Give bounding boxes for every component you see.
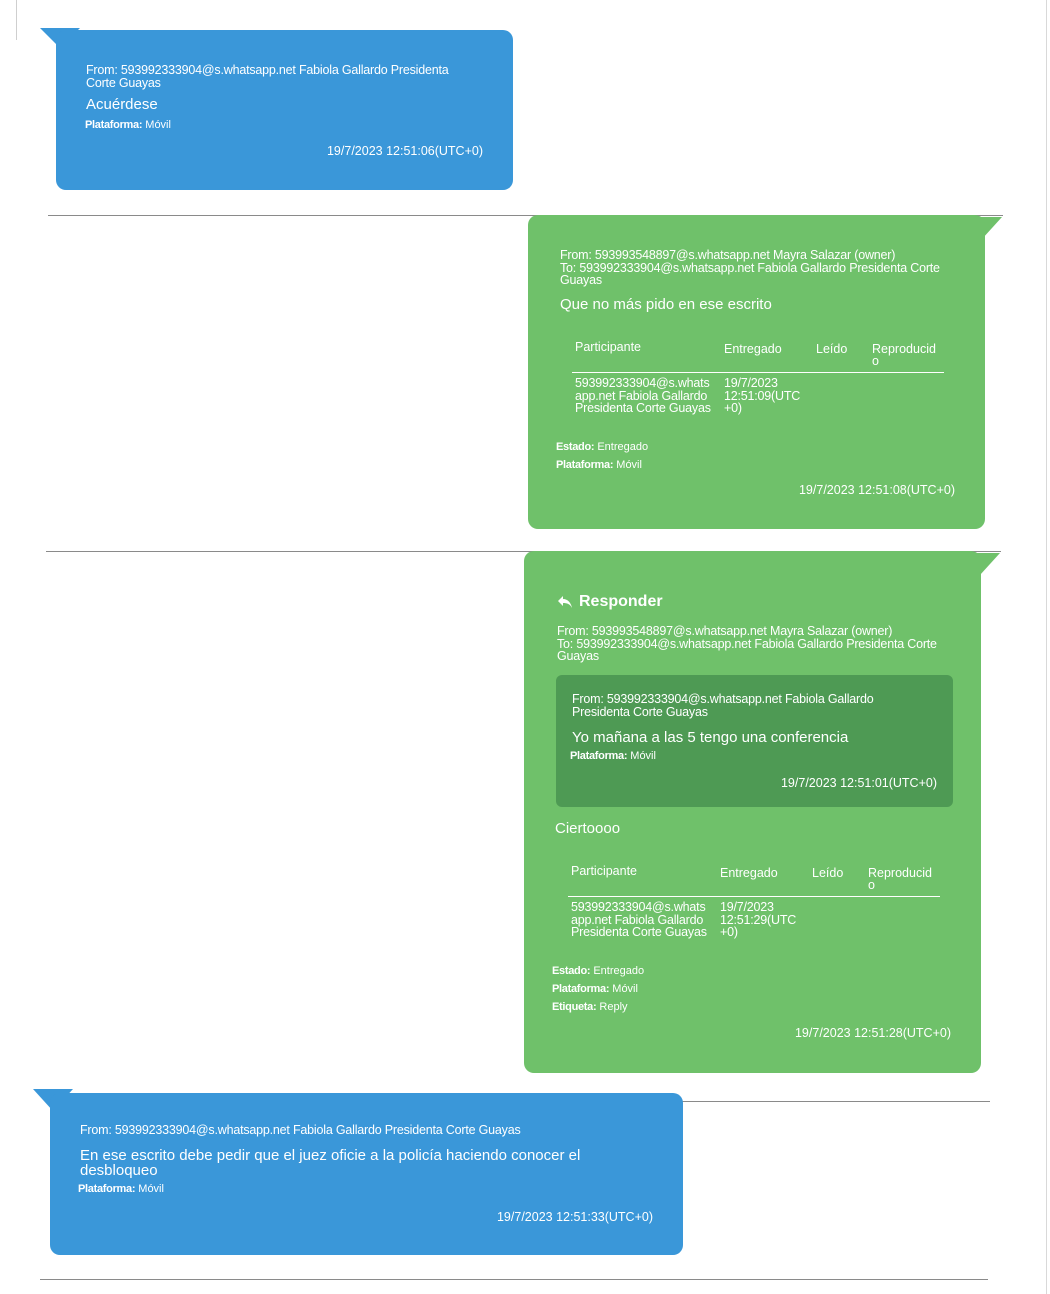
- message-bubble-outgoing[interactable]: [524, 551, 981, 1073]
- status-field: Estado: Entregado: [552, 965, 645, 977]
- message-text: Que no más pido en ese escrito: [560, 296, 772, 313]
- message-bubble-incoming[interactable]: [56, 30, 513, 190]
- status-field: Estado: Entregado: [556, 441, 649, 453]
- table-rule: [568, 896, 940, 897]
- platform-field: Plataforma: Móvil: [78, 1183, 164, 1195]
- platform-field: Plataforma: Móvil: [552, 983, 638, 995]
- quoted-sender: From: 593992333904@s.whatsapp.net Fabiola Gallardo Presidenta Corte Guayas: [572, 692, 874, 719]
- message-sender: From: 593993548897@s.whatsapp.net Mayra Salazar (owner) To: 593992333904@s.whatsapp.net Fabiola Gallardo Presidenta Corte Guayas: [560, 248, 940, 287]
- quoted-timestamp: 19/7/2023 12:51:01(UTC+0): [780, 776, 937, 790]
- message-sender: From: 593992333904@s.whatsapp.net Fabiola Gallardo Presidenta Corte Guayas: [80, 1123, 521, 1137]
- divider: [680, 1101, 990, 1102]
- table-header: Reproducid o: [868, 866, 932, 892]
- table-header: Participante: [575, 340, 642, 354]
- quoted-message[interactable]: [556, 675, 953, 807]
- message-text: Ciertoooo: [555, 820, 621, 837]
- reply-label: Responder: [579, 593, 663, 610]
- table-header: Entregado: [720, 866, 778, 880]
- table-header: Entregado: [724, 342, 782, 356]
- table-cell-delivered: 19/7/2023 12:51:29(UTC +0): [720, 900, 797, 939]
- table-header: Leído: [816, 342, 848, 356]
- quoted-text: Yo mañana a las 5 tengo una conferencia: [572, 729, 849, 746]
- message-timestamp: 19/7/2023 12:51:08(UTC+0): [798, 483, 955, 497]
- table-header: Leído: [812, 866, 844, 880]
- table-header: Reproducid o: [872, 342, 936, 368]
- table-rule: [572, 372, 944, 373]
- table-header: Participante: [571, 864, 638, 878]
- page-edge: [16, 0, 17, 40]
- page-edge: [1046, 0, 1047, 1294]
- message-sender: From: 593992333904@s.whatsapp.net Fabiola Gallardo Presidenta Corte Guayas: [86, 63, 449, 90]
- tag-field: Etiqueta: Reply: [552, 1001, 628, 1013]
- table-cell-delivered: 19/7/2023 12:51:09(UTC +0): [724, 376, 801, 415]
- table-cell-participant: 593992333904@s.whats app.net Fabiola Gallardo Presidenta Corte Guayas: [571, 900, 707, 939]
- message-timestamp: 19/7/2023 12:51:06(UTC+0): [326, 144, 483, 158]
- platform-field: Plataforma: Móvil: [556, 459, 642, 471]
- message-timestamp: 19/7/2023 12:51:28(UTC+0): [794, 1026, 951, 1040]
- reply-icon: [557, 595, 573, 609]
- divider: [40, 1279, 988, 1280]
- message-timestamp: 19/7/2023 12:51:33(UTC+0): [496, 1210, 653, 1224]
- table-cell-participant: 593992333904@s.whats app.net Fabiola Gallardo Presidenta Corte Guayas: [575, 376, 711, 415]
- platform-field: Plataforma: Móvil: [85, 119, 171, 131]
- message-bubble-outgoing[interactable]: [528, 215, 985, 529]
- message-text: En ese escrito debe pedir que el juez oficie a la policía haciendo conocer el desbloqueo: [80, 1147, 581, 1179]
- message-sender: From: 593993548897@s.whatsapp.net Mayra Salazar (owner) To: 593992333904@s.whatsapp.net Fabiola Gallardo Presidenta Corte Guayas: [557, 624, 937, 663]
- message-text: Acuérdese: [86, 96, 158, 113]
- platform-field: Plataforma: Móvil: [570, 750, 656, 762]
- message-bubble-incoming[interactable]: [50, 1093, 683, 1255]
